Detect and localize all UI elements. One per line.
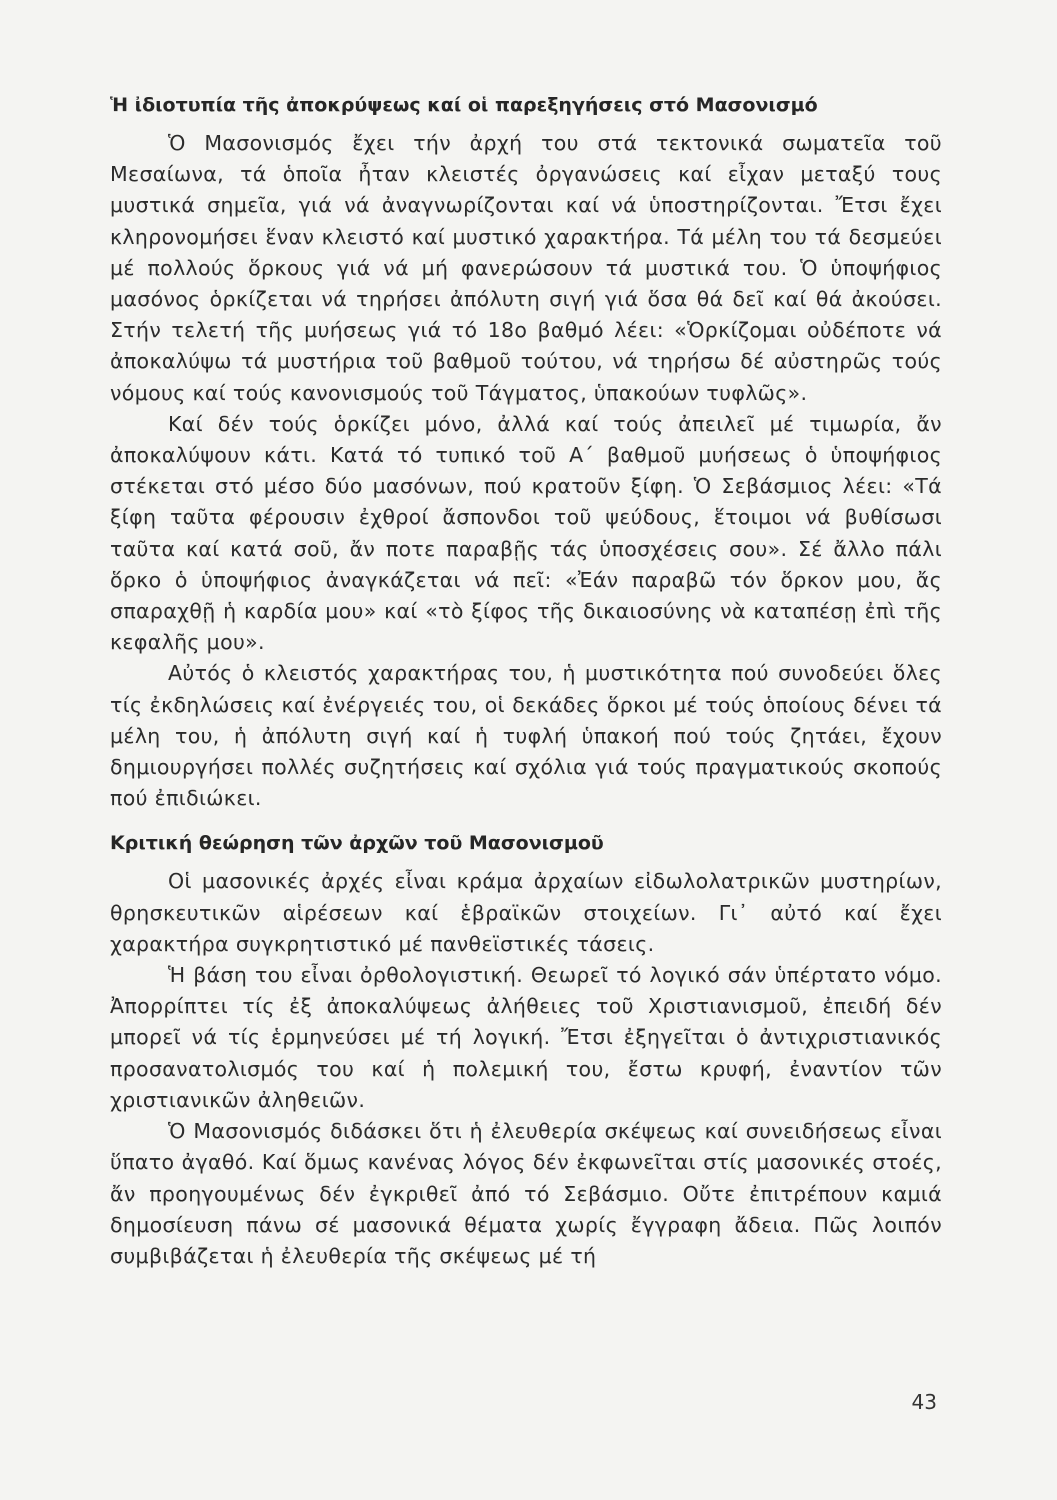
paragraph: Καί δέν τούς ὁρκίζει μόνο, ἀλλά καί τούς ἀπειλεῖ μέ τιμωρία, ἄν ἀποκαλύψουν κάτι. Κατά τό τυπικό τοῦ Α΄ βαθμοῦ μυήσεως ὁ ὑποψήφιος στέκεται στό μέσο δύο μασόνων, πού κρατοῦν ξίφη. Ὁ Σεβάσμιος λέει: «Τά ξίφη ταῦτα φέρουσιν ἐχθροί ἄσπονδοι τοῦ ψεύδους, ἕτοιμοι νά βυθίσωσι ταῦτα καί κατά σοῦ, ἄν ποτε παραβῇς τάς ὑποσχέσεις σου». Σέ ἄλλο πάλι ὅρκο ὁ ὑποψήφιος ἀναγκάζεται νά πεῖ: «Ἐάν παραβῶ τόν ὅρκον μου, ἄς σπαραχθῇ ἡ καρδία μου» καί «τὸ ξίφος τῆς δικαιοσύνης νὰ καταπέσῃ ἐπὶ τῆς κεφαλῆς μου». [110,411,942,655]
section-heading: Ἡ ἰδιοτυπία τῆς ἀποκρύψεως καί οἱ παρεξηγήσεις στό Μασονισμό [110,94,818,116]
paragraph: Ἡ βάση του εἶναι ὀρθολογιστική. Θεωρεῖ τό λογικό σάν ὑπέρτατο νόμο. Ἀπορρίπτει τίς ἐξ ἀποκαλύψεως ἀλήθειες τοῦ Χριστιανισμοῦ, ἐπειδή δέν μπορεῖ νά τίς ἑρμηνεύσει μέ τή λογική. Ἔτσι ἐξηγεῖται ὁ ἀντιχριστιανικός προσανατολισμός του καί ἡ πολεμική του, ἔστω κρυφή, ἐναντίον τῶν χριστιανικῶν ἀληθειῶν. [110,963,942,1112]
section-heading: Κριτική θεώρηση τῶν ἀρχῶν τοῦ Μασονισμοῦ [110,832,604,855]
page-body [110,88,942,1272]
paragraph: Αὐτός ὁ κλειστός χαρακτήρας του, ἡ μυστικότητα πού συνοδεύει ὅλες τίς ἐκδηλώσεις καί ἐνέργειές του, οἱ δεκάδες ὅρκοι μέ τούς ὁποίους δένει τά μέλη του, ἡ ἀπόλυτη σιγή καί ἡ τυφλή ὑπακοή πού τούς ζητάει, ἔχουν δημιουργήσει πολλές συζητήσεις καί σχόλια γιά τούς πραγματικούς σκοπούς πού ἐπιδιώκει. [110,661,942,811]
paragraph: Οἱ μασονικές ἀρχές εἶναι κράμα ἀρχαίων εἰδωλολατρικῶν μυστηρίων, θρησκευτικῶν αἱρέσεων καί ἑβραϊκῶν στοιχείων. Γι᾽ αὐτό καί ἔχει χαρακτήρα συγκρητιστικό μέ πανθεϊστικές τάσεις. [110,869,942,956]
paragraph: Ὁ Μασονισμός διδάσκει ὅτι ἡ ἐλευθερία σκέψεως καί συνειδήσεως εἶναι ὕπατο ἀγαθό. Καί ὅμως κανένας λόγος δέν ἐκφωνεῖται στίς μασονικές στοές, ἄν προηγουμένως δέν ἐγκριθεῖ ἀπό τό Σεβάσμιο. Οὔτε ἐπιτρέπουν καμιά δημοσίευση πάνω σέ μασονικά θέματα χωρίς ἔγγραφη ἄδεια. Πῶς λοιπόν συμβιβάζεται ἡ ἐλευθερία τῆς σκέψεως μέ τή [110,1119,942,1268]
page-number: 43 [911,1390,937,1414]
paragraph: Ὁ Μασονισμός ἔχει τήν ἀρχή του στά τεκτονικά σωματεῖα τοῦ Μεσαίωνα, τά ὁποῖα ἦταν κλειστές ὀργανώσεις καί εἶχαν μεταξύ τους μυστικά σημεῖα, γιά νά ἀναγνωρίζονται καί νά ὑποστηρίζονται. Ἔτσι ἔχει κληρονομήσει ἕναν κλειστό καί μυστικό χαρακτήρα. Τά μέλη του τά δεσμεύει μέ πολλούς ὅρκους γιά νά μή φανερώσουν τά μυστικά του. Ὁ ὑποψήφιος μασόνος ὁρκίζεται νά τηρήσει ἀπόλυτη σιγή γιά ὅσα θά δεῖ καί θά ἀκούσει. Στήν τελετή τῆς μυήσεως γιά τό 18ο βαθμό λέει: «Ὁρκίζομαι οὐδέποτε νά ἀποκαλύψω τά μυστήρια τοῦ βαθμοῦ τούτου, νά τηρήσω δέ αὐστηρῶς τούς νόμους καί τούς κανονισμούς τοῦ Τάγματος, ὑπακούων τυφλῶς». [110,131,942,405]
